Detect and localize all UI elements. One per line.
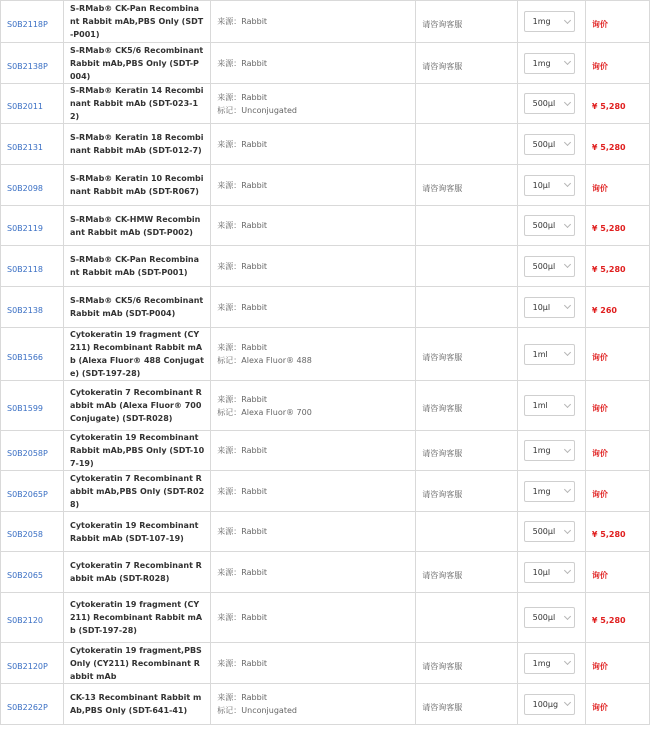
cell-size — [517, 431, 585, 471]
product-name: S-RMab® CK-Pan Recombinant Rabbit mAb (SDT-P001) — [69, 255, 200, 277]
inquiry-price-link[interactable]: 询价 — [591, 404, 608, 413]
tag-label: 标记： — [217, 706, 242, 715]
inquiry-price-link[interactable]: 询价 — [591, 352, 608, 362]
table-row — [1, 381, 650, 431]
cell-name — [63, 124, 210, 165]
cell-size — [517, 328, 585, 381]
product-code-link[interactable]: S0B2131 — [7, 142, 44, 152]
consult-note: 请咨询客服 — [422, 702, 463, 712]
tag-line — [217, 104, 409, 117]
source-label: 来源： — [217, 261, 242, 271]
cell-name — [63, 684, 210, 725]
table-row — [1, 643, 650, 684]
cell-note — [416, 512, 517, 552]
size-select[interactable] — [524, 395, 575, 416]
cell-price — [585, 328, 649, 381]
cell-attributes — [211, 165, 416, 206]
cell-attributes — [211, 512, 416, 552]
size-select[interactable] — [524, 175, 575, 196]
size-value: 10μl — [532, 302, 551, 312]
inquiry-price-link[interactable]: 询价 — [591, 489, 608, 499]
cell-size — [517, 552, 585, 593]
product-code-link[interactable]: S0B2098 — [7, 183, 44, 193]
size-select[interactable] — [524, 521, 575, 542]
product-code-link[interactable]: S0B2138P — [7, 61, 48, 71]
tag-label: 标记： — [217, 356, 242, 365]
cell-size — [517, 684, 585, 725]
consult-note: 请咨询客服 — [422, 20, 463, 29]
source-value: Rabbit — [241, 693, 268, 702]
product-name: Cytokeratin 19 fragment,PBS Only (CY211) Recombinant Rabbit mAb — [69, 645, 202, 681]
table-row — [1, 206, 650, 246]
chevron-down-icon — [564, 139, 571, 146]
size-value: 500μl — [532, 221, 556, 230]
chevron-down-icon — [564, 180, 571, 187]
cell-attributes — [211, 206, 416, 246]
cell-code — [1, 684, 64, 725]
source-label: 来源： — [217, 343, 242, 352]
source-line — [217, 485, 409, 498]
chevron-down-icon — [564, 526, 571, 533]
table-row — [1, 552, 650, 593]
cell-code — [1, 431, 64, 471]
product-code-link[interactable]: S0B2065 — [7, 570, 44, 580]
tag-value: Unconjugated — [241, 105, 297, 115]
cell-attributes — [211, 643, 416, 684]
cell-size — [517, 512, 585, 552]
size-value: 500μl — [532, 613, 556, 622]
size-value: 500μl — [532, 261, 556, 271]
source-line — [217, 393, 409, 406]
source-value: Rabbit — [241, 139, 268, 149]
cell-code — [1, 552, 64, 593]
product-name: S-RMab® Keratin 10 Recombinant Rabbit mAb (SDT-R067) — [69, 174, 204, 196]
size-value: 1mg — [532, 486, 551, 496]
cell-price — [585, 593, 649, 643]
product-rows — [1, 1, 650, 725]
size-select[interactable] — [524, 297, 575, 318]
chevron-down-icon — [564, 261, 571, 268]
source-label: 来源： — [217, 613, 242, 622]
inquiry-price-link[interactable]: 询价 — [591, 20, 608, 29]
product-name: S-RMab® CK5/6 Recombinant Rabbit mAb (SDT-P004) — [69, 296, 204, 318]
size-select[interactable] — [524, 562, 575, 583]
source-label: 来源： — [217, 446, 242, 455]
cell-size — [517, 206, 585, 246]
chevron-down-icon — [564, 16, 571, 23]
product-code-link[interactable]: S0B2118P — [7, 20, 48, 29]
consult-note: 请咨询客服 — [422, 449, 463, 458]
product-name: Cytokeratin 7 Recombinant Rabbit mAb (Alexa Fluor® 700 Conjugate) (SDT-R028) — [69, 388, 202, 423]
cell-name — [63, 165, 210, 206]
cell-note — [416, 43, 517, 84]
product-code-link[interactable]: S0B2120P — [7, 661, 48, 671]
source-value: Rabbit — [241, 567, 268, 577]
size-value: 1ml — [532, 401, 548, 410]
table-row — [1, 165, 650, 206]
cell-code — [1, 512, 64, 552]
source-value: Rabbit — [241, 486, 268, 496]
cell-attributes — [211, 593, 416, 643]
cell-code — [1, 124, 64, 165]
source-value: Rabbit — [241, 58, 268, 68]
source-value: Rabbit — [241, 92, 268, 102]
cell-note — [416, 84, 517, 124]
inquiry-price-link[interactable]: 询价 — [591, 661, 608, 671]
cell-name — [63, 1, 210, 43]
cell-name — [63, 43, 210, 84]
source-line — [217, 691, 409, 704]
cell-note — [416, 165, 517, 206]
cell-code — [1, 165, 64, 206]
source-label: 来源： — [217, 58, 242, 68]
cell-attributes — [211, 43, 416, 84]
product-name: Cytokeratin 19 fragment (CY211) Recombinant Rabbit mAb (SDT-197-28) — [69, 600, 203, 635]
source-line — [217, 566, 409, 579]
source-label: 来源： — [217, 658, 242, 668]
source-label: 来源： — [217, 92, 242, 102]
size-select[interactable] — [524, 653, 575, 674]
cell-price — [585, 287, 649, 328]
cell-name — [63, 246, 210, 287]
chevron-down-icon — [564, 349, 571, 356]
cell-note — [416, 206, 517, 246]
cell-note — [416, 431, 517, 471]
size-select[interactable] — [524, 134, 575, 155]
cell-price — [585, 381, 649, 431]
cell-code — [1, 1, 64, 43]
price: ¥ 260 — [591, 305, 617, 315]
cell-size — [517, 593, 585, 643]
product-name: Cytokeratin 19 fragment (CY211) Recombinant Rabbit mAb (Alexa Fluor® 488 Conjugate) (SDT-197-28) — [69, 330, 204, 378]
cell-price — [585, 643, 649, 684]
price: ¥ 5,280 — [591, 142, 626, 152]
tag-label: 标记： — [217, 407, 242, 417]
product-name: Cytokeratin 7 Recombinant Rabbit mAb,PBS Only (SDT-R028) — [69, 473, 205, 509]
cell-size — [517, 84, 585, 124]
table-row — [1, 1, 650, 43]
consult-note: 请咨询客服 — [422, 183, 463, 193]
cell-attributes — [211, 552, 416, 593]
cell-price — [585, 552, 649, 593]
chevron-down-icon — [564, 400, 571, 407]
cell-price — [585, 84, 649, 124]
consult-note: 请咨询客服 — [422, 570, 463, 580]
size-select[interactable] — [524, 256, 575, 277]
cell-name — [63, 512, 210, 552]
size-value: 1mg — [532, 17, 551, 26]
product-name: Cytokeratin 19 Recombinant Rabbit mAb,PBS Only (SDT-107-19) — [69, 433, 205, 468]
consult-note: 请咨询客服 — [422, 352, 463, 362]
size-value: 500μl — [532, 527, 556, 536]
source-label: 来源： — [217, 139, 242, 149]
cell-name — [63, 206, 210, 246]
source-line — [217, 138, 409, 151]
cell-code — [1, 328, 64, 381]
cell-attributes — [211, 1, 416, 43]
size-value: 1mg — [532, 658, 551, 668]
cell-note — [416, 552, 517, 593]
cell-code — [1, 84, 64, 124]
cell-note — [416, 471, 517, 512]
source-line — [217, 444, 409, 457]
size-value: 10μl — [532, 567, 551, 577]
price: ¥ 5,280 — [591, 530, 626, 539]
product-code-link[interactable]: S0B2011 — [7, 102, 44, 111]
cell-attributes — [211, 471, 416, 512]
cell-price — [585, 512, 649, 552]
cell-price — [585, 471, 649, 512]
cell-name — [63, 381, 210, 431]
tag-value: Alexa Fluor® 700 — [241, 407, 312, 417]
product-name: S-RMab® Keratin 18 Recombinant Rabbit mAb (SDT-012-7) — [69, 133, 204, 155]
cell-note — [416, 287, 517, 328]
source-label: 来源： — [217, 221, 242, 230]
consult-note: 请咨询客服 — [422, 489, 463, 499]
cell-code — [1, 471, 64, 512]
size-select[interactable] — [524, 607, 575, 628]
product-code-link[interactable]: S0B2120 — [7, 616, 44, 625]
size-select[interactable] — [524, 344, 575, 365]
product-name: CK-13 Recombinant Rabbit mAb,PBS Only (SDT-641-41) — [69, 693, 202, 715]
source-label: 来源： — [217, 486, 242, 496]
table-row — [1, 287, 650, 328]
source-line — [217, 57, 409, 70]
inquiry-price-link[interactable]: 询价 — [591, 61, 608, 71]
cell-size — [517, 1, 585, 43]
chevron-down-icon — [564, 486, 571, 493]
cell-code — [1, 43, 64, 84]
product-code-link[interactable]: S0B2058P — [7, 449, 48, 458]
size-value: 1ml — [532, 349, 548, 359]
source-line — [217, 611, 409, 624]
cell-attributes — [211, 124, 416, 165]
source-value: Rabbit — [241, 180, 268, 190]
consult-note: 请咨询客服 — [422, 661, 463, 671]
cell-code — [1, 246, 64, 287]
cell-note — [416, 684, 517, 725]
inquiry-price-link[interactable]: 询价 — [591, 183, 608, 193]
cell-name — [63, 593, 210, 643]
size-select[interactable] — [524, 53, 575, 74]
size-value: 1mg — [532, 58, 551, 68]
chevron-down-icon — [564, 302, 571, 309]
tag-line — [217, 406, 409, 419]
table-row — [1, 43, 650, 84]
source-line — [217, 260, 409, 273]
table-row — [1, 593, 650, 643]
cell-note — [416, 246, 517, 287]
cell-size — [517, 124, 585, 165]
source-label: 来源： — [217, 302, 242, 312]
size-value: 500μl — [532, 139, 556, 149]
cell-code — [1, 381, 64, 431]
tag-value: Unconjugated — [241, 706, 297, 715]
product-name: S-RMab® Keratin 14 Recombinant Rabbit mAb (SDT-023-12) — [69, 86, 204, 121]
cell-code — [1, 206, 64, 246]
table-row — [1, 431, 650, 471]
source-line — [217, 15, 409, 28]
size-value: 100μg — [532, 699, 559, 709]
chevron-down-icon — [564, 445, 571, 452]
cell-attributes — [211, 246, 416, 287]
size-value: 10μl — [532, 180, 551, 190]
cell-attributes — [211, 381, 416, 431]
tag-label: 标记： — [217, 105, 242, 115]
source-label: 来源： — [217, 567, 242, 577]
cell-price — [585, 684, 649, 725]
size-value: 1mg — [532, 446, 551, 455]
size-select[interactable] — [524, 481, 575, 502]
cell-size — [517, 287, 585, 328]
cell-attributes — [211, 84, 416, 124]
size-select[interactable] — [524, 215, 575, 236]
product-code-link[interactable]: S0B2119 — [7, 224, 44, 233]
cell-attributes — [211, 431, 416, 471]
cell-price — [585, 206, 649, 246]
product-name: Cytokeratin 19 Recombinant Rabbit mAb (SDT-107-19) — [69, 520, 199, 543]
cell-attributes — [211, 684, 416, 725]
product-name: S-RMab® CK-Pan Recombinant Rabbit mAb,PBS Only (SDT-P001) — [69, 4, 204, 39]
table-row — [1, 246, 650, 287]
product-name: S-RMab® CK-HMW Recombinant Rabbit mAb (SDT-P002) — [69, 214, 201, 237]
product-code-link[interactable]: S0B2262P — [7, 702, 48, 712]
product-name: Cytokeratin 7 Recombinant Rabbit mAb (SDT-R028) — [69, 561, 202, 583]
source-value: Rabbit — [241, 343, 268, 352]
tag-line — [217, 704, 409, 717]
source-line — [217, 179, 409, 192]
cell-note — [416, 381, 517, 431]
table-row — [1, 684, 650, 725]
cell-name — [63, 643, 210, 684]
cell-size — [517, 643, 585, 684]
source-label: 来源： — [217, 180, 242, 190]
tag-value: Alexa Fluor® 488 — [241, 356, 312, 365]
product-name: S-RMab® CK5/6 Recombinant Rabbit mAb,PBS Only (SDT-P004) — [69, 45, 204, 81]
cell-name — [63, 328, 210, 381]
price: ¥ 5,280 — [591, 224, 626, 233]
consult-note: 请咨询客服 — [422, 61, 463, 71]
source-value: Rabbit — [241, 221, 268, 230]
inquiry-price-link[interactable]: 询价 — [591, 449, 608, 458]
cell-note — [416, 328, 517, 381]
chevron-down-icon — [564, 612, 571, 619]
chevron-down-icon — [564, 658, 571, 665]
cell-code — [1, 643, 64, 684]
cell-note — [416, 1, 517, 43]
tag-line — [217, 354, 409, 367]
table-row — [1, 124, 650, 165]
source-line — [217, 657, 409, 670]
size-select[interactable] — [524, 93, 575, 114]
cell-name — [63, 84, 210, 124]
cell-price — [585, 1, 649, 43]
table-row — [1, 512, 650, 552]
cell-name — [63, 552, 210, 593]
product-code-link[interactable]: S0B2138 — [7, 305, 44, 315]
inquiry-price-link[interactable]: 询价 — [591, 702, 608, 712]
inquiry-price-link[interactable]: 询价 — [591, 570, 608, 580]
cell-size — [517, 246, 585, 287]
source-label: 来源： — [217, 394, 242, 404]
source-label: 来源： — [217, 527, 242, 536]
price: ¥ 5,280 — [591, 616, 626, 625]
chevron-down-icon — [564, 98, 571, 105]
product-code-link[interactable]: S0B1566 — [7, 352, 44, 362]
chevron-down-icon — [564, 567, 571, 574]
cell-price — [585, 165, 649, 206]
source-value: Rabbit — [241, 302, 268, 312]
cell-price — [585, 431, 649, 471]
cell-name — [63, 471, 210, 512]
source-value: Rabbit — [241, 17, 268, 26]
chevron-down-icon — [564, 220, 571, 227]
source-line — [217, 219, 409, 232]
cell-price — [585, 43, 649, 84]
cell-name — [63, 287, 210, 328]
source-value: Rabbit — [241, 613, 268, 622]
product-code-link[interactable]: S0B2065P — [7, 489, 48, 499]
chevron-down-icon — [564, 58, 571, 65]
cell-note — [416, 124, 517, 165]
cell-size — [517, 471, 585, 512]
cell-note — [416, 643, 517, 684]
cell-name — [63, 431, 210, 471]
cell-size — [517, 165, 585, 206]
cell-price — [585, 246, 649, 287]
cell-size — [517, 381, 585, 431]
cell-attributes — [211, 287, 416, 328]
source-label: 来源： — [217, 693, 242, 702]
source-value: Rabbit — [241, 527, 268, 536]
size-select[interactable] — [524, 440, 575, 461]
source-value: Rabbit — [241, 261, 268, 271]
source-value: Rabbit — [241, 658, 268, 668]
source-line — [217, 341, 409, 354]
source-value: Rabbit — [241, 446, 268, 455]
table-row — [1, 84, 650, 124]
cell-code — [1, 287, 64, 328]
source-value: Rabbit — [241, 394, 268, 404]
table-row — [1, 471, 650, 512]
size-select[interactable] — [524, 11, 575, 32]
price: ¥ 5,280 — [591, 264, 626, 274]
cell-price — [585, 124, 649, 165]
price: ¥ 5,280 — [591, 102, 626, 111]
cell-size — [517, 43, 585, 84]
chevron-down-icon — [564, 699, 571, 706]
source-line — [217, 525, 409, 538]
product-code-link[interactable]: S0B2058 — [7, 530, 44, 539]
cell-note — [416, 593, 517, 643]
size-select[interactable] — [524, 694, 575, 715]
product-code-link[interactable]: S0B2118 — [7, 264, 44, 274]
cell-attributes — [211, 328, 416, 381]
source-line — [217, 301, 409, 314]
size-value: 500μl — [532, 99, 556, 108]
source-label: 来源： — [217, 17, 242, 26]
cell-code — [1, 593, 64, 643]
table-row — [1, 328, 650, 381]
source-line — [217, 91, 409, 104]
product-code-link[interactable]: S0B1599 — [7, 404, 44, 413]
consult-note: 请咨询客服 — [422, 404, 463, 413]
